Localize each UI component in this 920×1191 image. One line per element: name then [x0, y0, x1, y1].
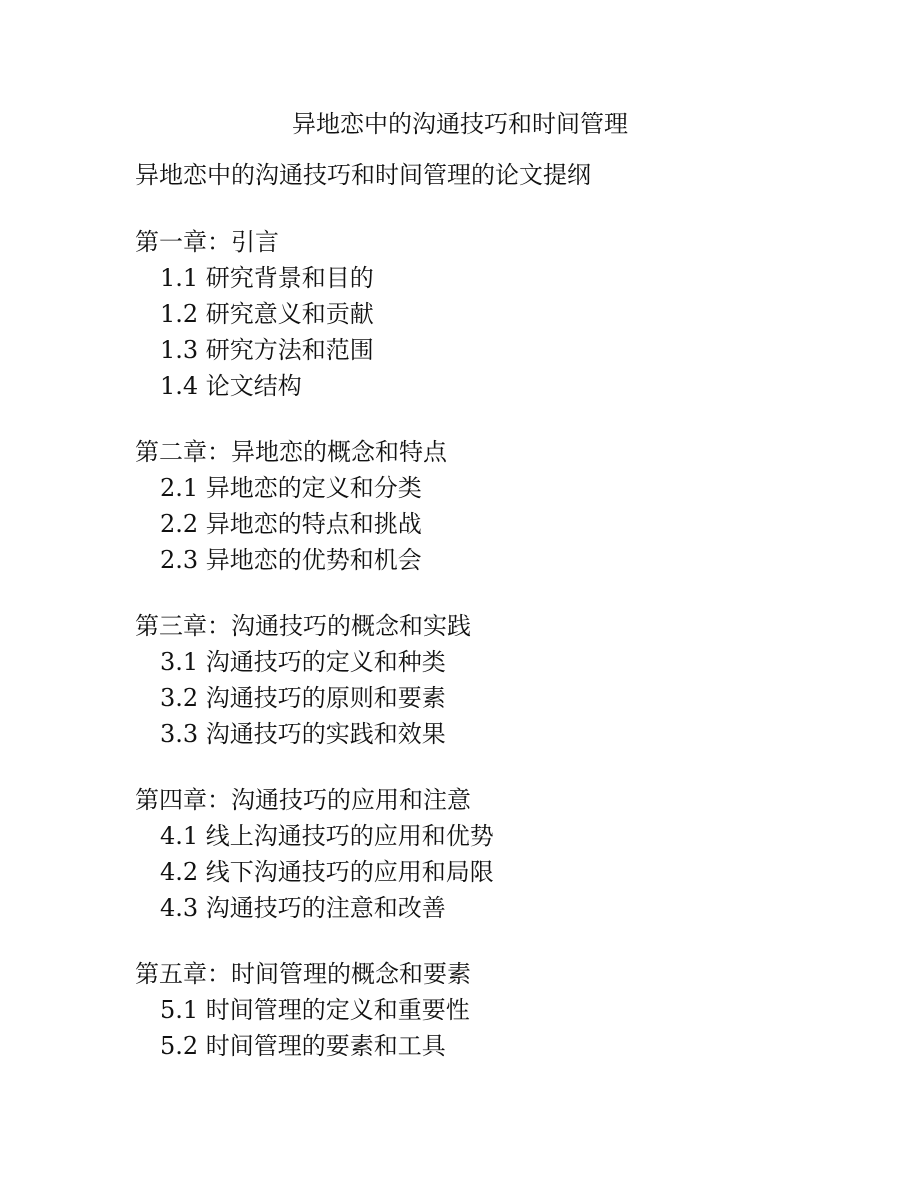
document-title: 异地恋中的沟通技巧和时间管理: [292, 110, 628, 138]
chapter-3: [135, 608, 855, 752]
section-item: 1.4 论文结构: [160, 372, 302, 400]
section-item: 1.2 研究意义和贡献: [160, 300, 374, 328]
section-item: 3.1 沟通技巧的定义和种类: [160, 648, 446, 676]
chapter-2: [135, 434, 855, 578]
chapter-5: [135, 956, 855, 1064]
section-item: 4.2 线下沟通技巧的应用和局限: [160, 858, 494, 886]
section-item: 5.1 时间管理的定义和重要性: [160, 996, 470, 1024]
chapter-title: 第四章：沟通技巧的应用和注意: [135, 786, 471, 814]
section-item: 2.3 异地恋的优势和机会: [160, 546, 422, 574]
chapter-title: 第三章：沟通技巧的概念和实践: [135, 612, 471, 640]
document-subtitle: 异地恋中的沟通技巧和时间管理的论文提纲: [135, 161, 591, 189]
outline: [135, 224, 855, 1094]
chapter-title: 第二章：异地恋的概念和特点: [135, 438, 447, 466]
section-item: 3.2 沟通技巧的原则和要素: [160, 684, 446, 712]
section-item: 4.3 沟通技巧的注意和改善: [160, 894, 446, 922]
section-item: 3.3 沟通技巧的实践和效果: [160, 720, 446, 748]
chapter-title: 第五章：时间管理的概念和要素: [135, 960, 471, 988]
section-item: 2.2 异地恋的特点和挑战: [160, 510, 422, 538]
chapter-4: [135, 782, 855, 926]
section-item: 2.1 异地恋的定义和分类: [160, 474, 422, 502]
section-item: 1.1 研究背景和目的: [160, 264, 374, 292]
section-item: 5.2 时间管理的要素和工具: [160, 1032, 446, 1060]
chapter-title: 第一章：引言: [135, 228, 279, 256]
chapter-1: [135, 224, 855, 404]
section-item: 1.3 研究方法和范围: [160, 336, 374, 364]
section-item: 4.1 线上沟通技巧的应用和优势: [160, 822, 494, 850]
